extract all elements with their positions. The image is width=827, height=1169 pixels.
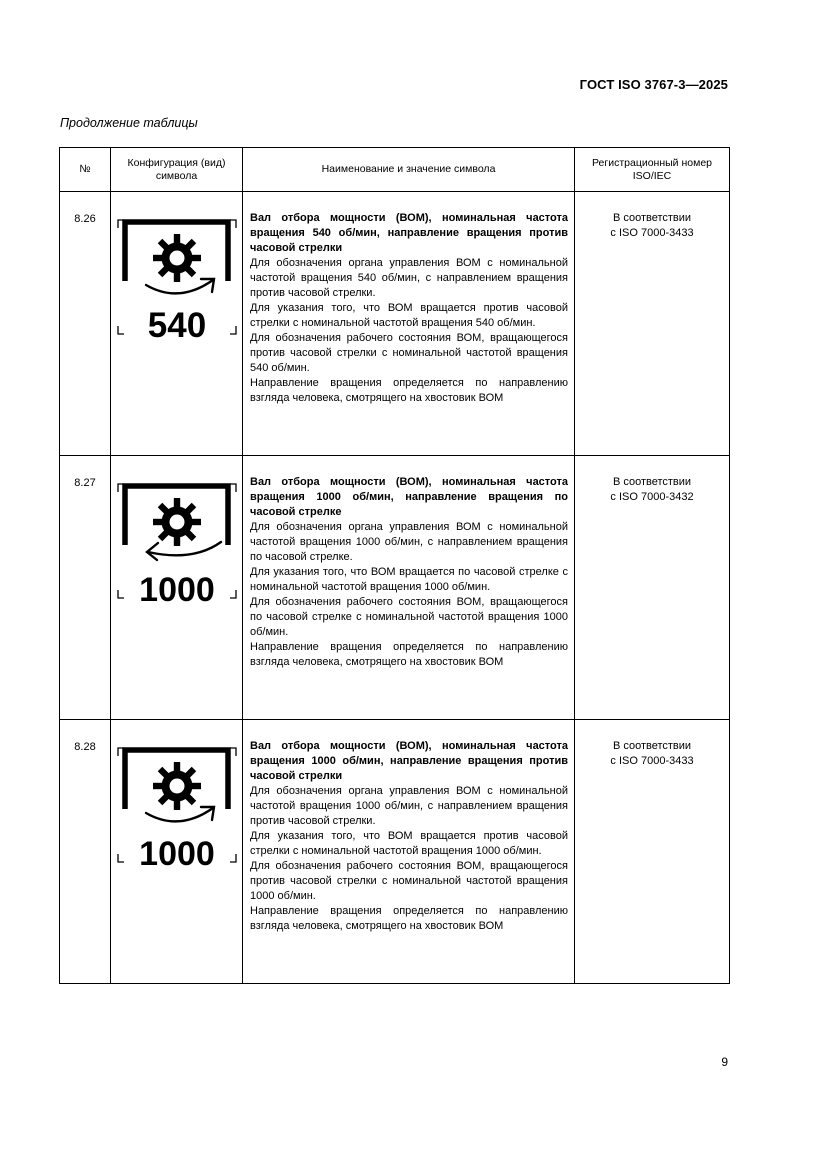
- gear-icon: [153, 234, 201, 282]
- description-paragraph: Для обозначения рабочего состояния ВОМ, вращающегося по часовой стрелке с номинальной частотой вращения 1000 об/мин.: [250, 596, 568, 638]
- table-row: [60, 720, 730, 984]
- pto-symbol-icon: [111, 720, 243, 963]
- description-paragraph: Для указания того, что ВОМ вращается против часовой стрелки с номинальной частотой вращения 540 об/мин.: [250, 302, 568, 329]
- registration-line: с ISO 7000-3433: [610, 755, 694, 767]
- document-code: ГОСТ ISO 3767-3—2025: [579, 77, 728, 92]
- symbol-speed-label: 540: [147, 306, 207, 345]
- clockwise-arrow-icon: [147, 542, 221, 560]
- row-number: 8.28: [60, 720, 111, 984]
- description-paragraph: Направление вращения определяется по направлению взгляда человека, смотрящего на хвостовик ВОМ: [250, 377, 568, 404]
- pto-symbol-icon: [111, 456, 243, 699]
- description-paragraph: Для обозначения органа управления ВОМ с номинальной частотой вращения 1000 об/мин, с направлением вращения по часовой стрелке.: [250, 521, 568, 563]
- description-paragraph: Для указания того, что ВОМ вращается против часовой стрелки с номинальной частотой вращения 1000 об/мин.: [250, 830, 568, 857]
- symbol-title: Вал отбора мощности (ВОМ), номинальная частота вращения 540 об/мин, направление вращения против часовой стрелки: [250, 212, 568, 254]
- table-row: [60, 456, 730, 720]
- pto-symbol-icon: [111, 192, 243, 435]
- symbol-speed-label: 1000: [139, 571, 215, 609]
- symbol-title: Вал отбора мощности (ВОМ), номинальная частота вращения 1000 об/мин, направление вращения против часовой стрелки: [250, 740, 568, 782]
- description-paragraph: Направление вращения определяется по направлению взгляда человека, смотрящего на хвостовик ВОМ: [250, 905, 568, 932]
- registration-line: В соответствии: [612, 212, 692, 224]
- symbol-description: [243, 192, 575, 456]
- symbol-cell: [111, 720, 243, 984]
- header-num: №: [60, 148, 111, 192]
- description-paragraph: Для обозначения органа управления ВОМ с номинальной частотой вращения 1000 об/мин, с направлением вращения против часовой стрелки.: [250, 785, 568, 827]
- gear-icon: [153, 498, 201, 546]
- row-number: 8.26: [60, 192, 111, 456]
- description-paragraph: Направление вращения определяется по направлению взгляда человека, смотрящего на хвостовик ВОМ: [250, 641, 568, 668]
- registration-number: [575, 456, 730, 720]
- symbol-cell: [111, 456, 243, 720]
- registration-number: [575, 720, 730, 984]
- table-continuation-caption: Продолжение таблицы: [60, 116, 198, 130]
- gear-icon: [153, 762, 201, 810]
- table-row: [60, 192, 730, 456]
- registration-number: [575, 192, 730, 456]
- registration-line: В соответствии: [612, 740, 692, 752]
- description-paragraph: Для указания того, что ВОМ вращается по часовой стрелке с номинальной частотой вращения 1000 об/мин.: [250, 566, 568, 593]
- symbols-table: [59, 147, 730, 984]
- symbol-description: [243, 720, 575, 984]
- row-number: 8.27: [60, 456, 111, 720]
- header-config: Конфигурация (вид) символа: [111, 148, 243, 192]
- description-paragraph: Для обозначения рабочего состояния ВОМ, вращающегося против часовой стрелки с номинальной частотой вращения 540 об/мин.: [250, 332, 568, 374]
- registration-line: В соответствии: [612, 476, 692, 488]
- symbol-speed-label: 1000: [139, 835, 215, 873]
- description-paragraph: Для обозначения рабочего состояния ВОМ, вращающегося против часовой стрелки с номинальной частотой вращения 1000 об/мин.: [250, 860, 568, 902]
- description-paragraph: Для обозначения органа управления ВОМ с номинальной частотой вращения 540 об/мин, с направлением вращения против часовой стрелки.: [250, 257, 568, 299]
- symbol-cell: [111, 192, 243, 456]
- symbol-description: [243, 456, 575, 720]
- symbol-title: Вал отбора мощности (ВОМ), номинальная частота вращения 1000 об/мин, направление вращения по часовой стрелке: [250, 476, 568, 518]
- registration-line: с ISO 7000-3432: [610, 491, 694, 503]
- table-header-row: [60, 148, 730, 192]
- registration-line: с ISO 7000-3433: [610, 227, 694, 239]
- page-number: 9: [721, 1055, 728, 1069]
- header-reg: Регистрационный номер ISO/IEC: [575, 148, 730, 192]
- header-name: Наименование и значение символа: [243, 148, 575, 192]
